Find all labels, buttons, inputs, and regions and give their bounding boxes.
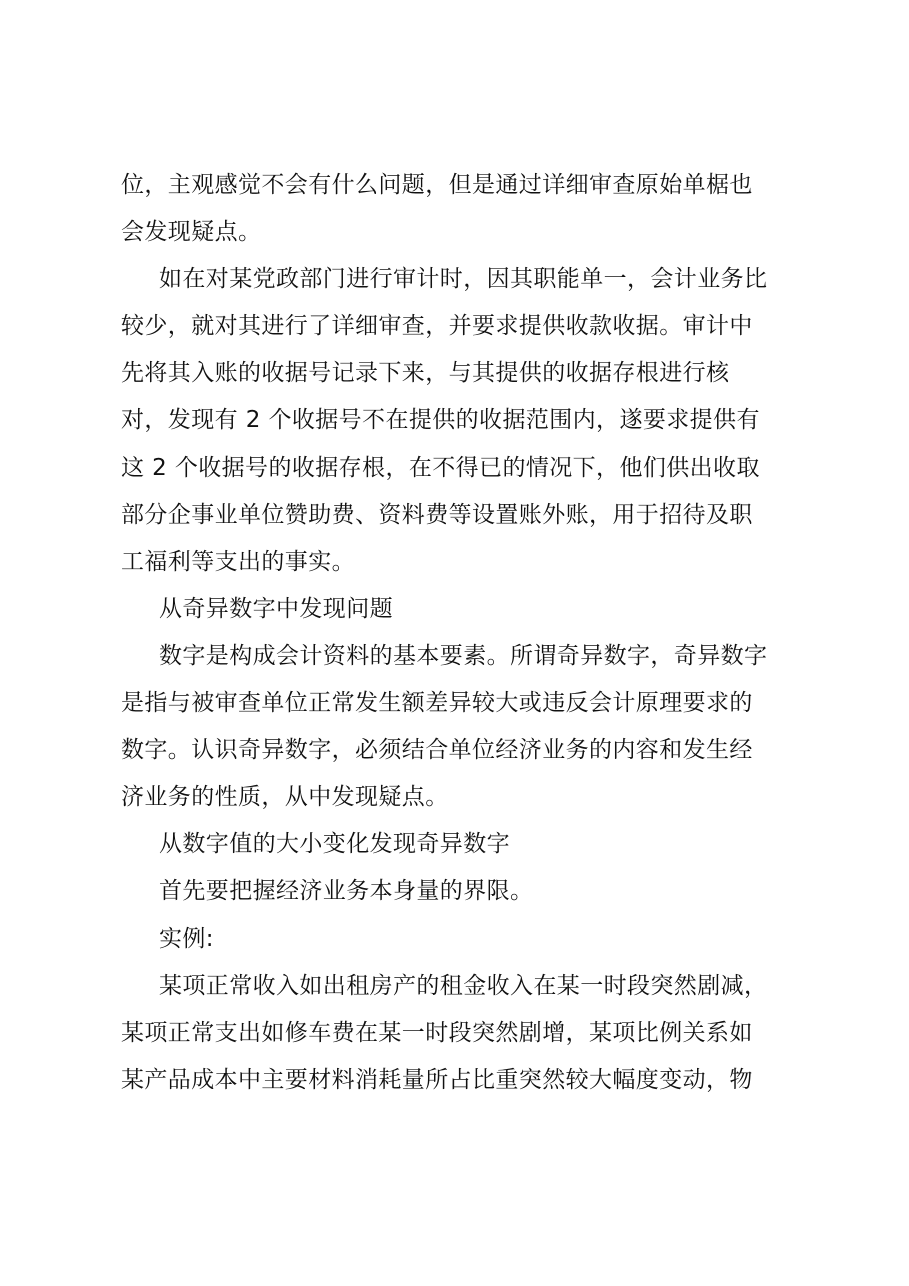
- paragraph-start-line: 首先要把握经济业务本身量的界限。: [159, 878, 534, 905]
- section-heading: 从数字值的大小变化发现奇异数字: [159, 831, 510, 858]
- section-heading: 从奇异数字中发现问题: [159, 595, 393, 622]
- text-line: 先将其入账的收据号记录下来，与其提供的收据存根进行核: [121, 360, 730, 387]
- text-line: 某项正常支出如修车费在某一时段突然剧增，某项比例关系如: [121, 1019, 753, 1046]
- text-line: 是指与被审查单位正常发生额差异较大或违反会计原理要求的: [121, 690, 753, 717]
- example-label: 实例:: [159, 925, 214, 952]
- document-body: [121, 162, 801, 1104]
- paragraph-start-line: 数字是构成会计资料的基本要素。所谓奇异数字，奇异数字: [159, 642, 768, 669]
- text-line: 工福利等支出的事实。: [121, 548, 355, 575]
- text-line: 较少，就对其进行了详细审查，并要求提供收款收据。审计中: [121, 313, 753, 340]
- text-line: 某产品成本中主要材料消耗量所占比重突然较大幅度变动，物: [121, 1066, 753, 1093]
- text-line: 会发现疑点。: [121, 219, 262, 246]
- text-line: 济业务的性质，从中发现疑点。: [121, 784, 449, 811]
- text-line: 数字。认识奇异数字，必须结合单位经济业务的内容和发生经: [121, 737, 753, 764]
- paragraph-start-line: 如在对某党政部门进行审计时，因其职能单一，会计业务比: [159, 266, 768, 293]
- text-line: 部分企事业单位赞助费、资料费等设置账外账，用于招待及职: [121, 501, 753, 528]
- text-line: 这 2 个收据号的收据存根，在不得已的情况下，他们供出收取: [121, 454, 760, 481]
- text-line: 对，发现有 2 个收据号不在提供的收据范围内，遂要求提供有: [121, 407, 760, 434]
- paragraph-start-line: 某项正常收入如出租房产的租金收入在某一时段突然剧减，: [159, 972, 768, 999]
- text-line: 位，主观感觉不会有什么问题，但是通过详细审查原始单椐也: [121, 172, 753, 198]
